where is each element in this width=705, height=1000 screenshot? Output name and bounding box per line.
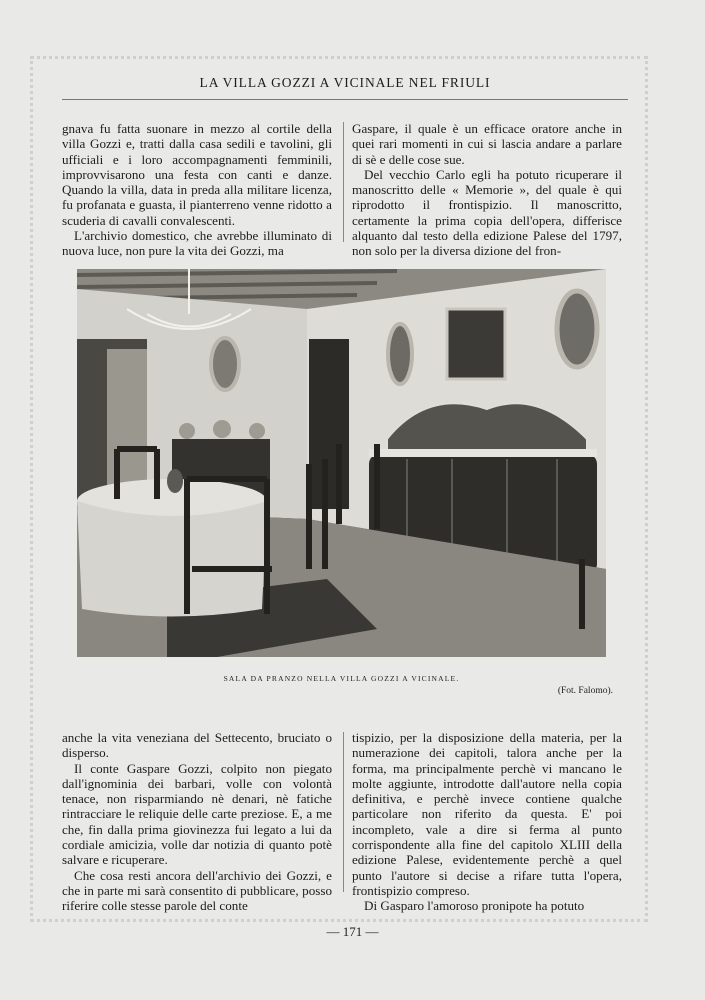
text-column-top-right	[352, 121, 622, 259]
photo-caption: SALA DA PRANZO NELLA VILLA GOZZI A VICINALE.	[223, 674, 460, 683]
text-column-bottom-left	[62, 730, 332, 914]
column-rule	[343, 732, 344, 892]
column-rule	[343, 122, 344, 242]
dining-room-photograph	[77, 269, 606, 657]
text-column-top-left	[62, 121, 332, 259]
photo-credit: (Fot. Falomo).	[557, 686, 613, 696]
paragraph: L'archivio domestico, che avrebbe illuminato di nuova luce, non pure la vita dei Gozzi, ma	[62, 228, 332, 259]
text-column-bottom-right	[352, 730, 622, 914]
paragraph: gnava fu fatta suonare in mezzo al cortile della villa Gozzi e, tratti dalla casa sedili e tavolini, gli ufficiali e i loro accompagnamenti femminili, improvvisarono una festa con canti e danze. Quando la villa, data in preda alla militare licenza, fu profanata e guasta, il pianterreno venne ridotto a scuderia di cavalli convalescenti.	[62, 121, 332, 228]
paragraph: anche la vita veneziana del Settecento, bruciato o disperso.	[62, 730, 332, 761]
page-number: — 171 —	[326, 924, 379, 939]
paragraph: Gaspare, il quale è un efficace oratore anche in quei rari momenti in cui si lascia andare a parlare di sè e delle cose sue.	[352, 121, 622, 167]
paragraph: Di Gasparo l'amoroso pronipote ha potuto	[364, 898, 585, 914]
running-head: LA VILLA GOZZI A VICINALE NEL FRIULI	[62, 75, 628, 100]
paragraph: Il conte Gaspare Gozzi, colpito non piegato dall'ignominia dei barbari, volle con volontà tenace, non risparmiando nè denari, nè fatiche rintracciare le reliquie delle carte preziose. E, a me che, fin dalla prima giovinezza fui legato a lui da cordiale amicizia, volle dar notizia di quanto potè salvare e ricuperare.	[62, 760, 332, 868]
paragraph: Che cosa resti ancora dell'archivio dei Gozzi, e che in parte mi sarà consentito di pubblicare, posso riferire colle stesse parole del conte	[62, 867, 332, 914]
paragraph: Del vecchio Carlo egli ha potuto ricuperare il manoscritto delle « Memorie », del quale è qui riprodotto il frontispizio. Il manoscritto, certamente la prima copia dell'opera, differisce alquanto dal testo della edizione Palese del 1797, non solo per la diversa dizione del fron-	[352, 166, 622, 259]
paragraph: tispizio, per la disposizione della materia, per la numerazione dei capitoli, talora anche per la forma, ma principalmente perchè vi mancano le molte aggiunte, introdotte dall'autore nella copia definitiva, e perchè invece contiene qualche particolare non riferito da questa. E' poi incompleto, vale a dire si ferma al punto corrispondente alla fine del capitolo XLIII della edizione Palese, evidentemente perchè a quel punto l'autore si decise a rifare tutta l'opera, frontispizio compreso.	[352, 730, 622, 898]
